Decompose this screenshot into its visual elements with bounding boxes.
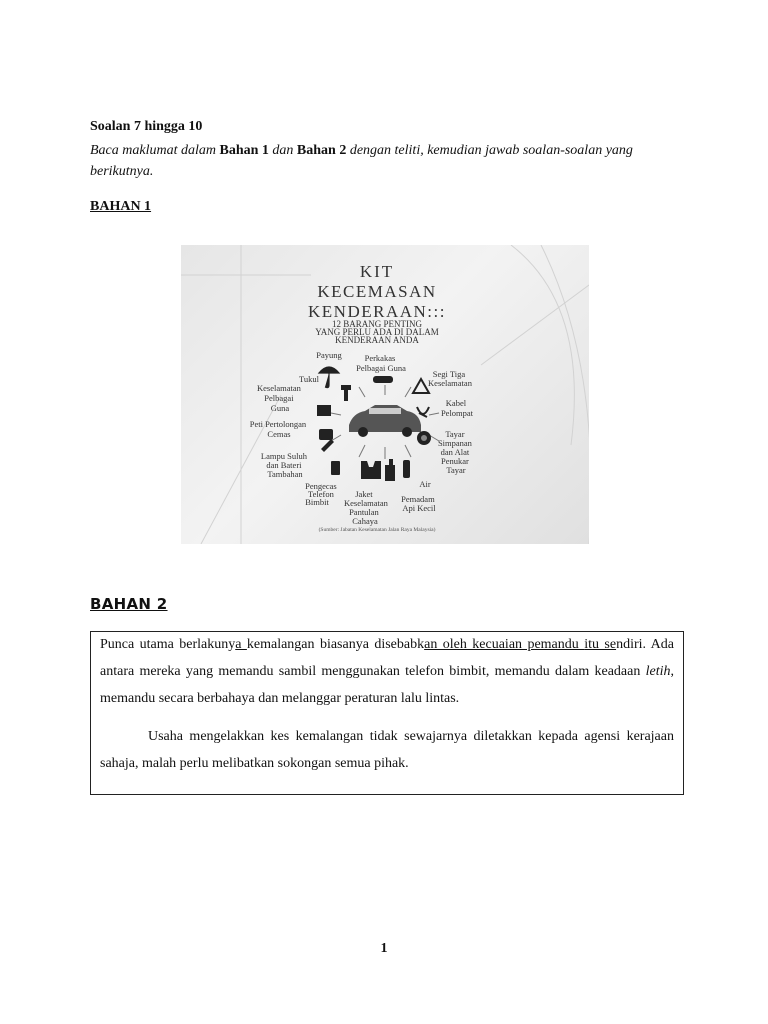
question-range: Soalan 7 hingga 10 (90, 119, 203, 134)
warning-triangle-icon (413, 379, 429, 393)
svg-text:Pengecas Telefon B: Pengecas Telefon Bimbit (305, 481, 337, 507)
jumper-cable-icon (417, 407, 429, 417)
svg-text:Peti Pertolongan Cemas: Peti Pertolongan Cemas (249, 419, 307, 439)
emergency-kit-poster (181, 245, 589, 544)
first-aid-icon (317, 405, 331, 416)
poster-title-2: KECEMASAN (317, 282, 437, 301)
flashlight-icon (321, 439, 334, 452)
svg-text:Lampu Suluh dan Bateri: Lampu Suluh dan Bateri Tambahan (260, 451, 307, 479)
instruction-text: Baca maklumat dalam Bahan 1 dan Bahan 2 dengan teliti, kemudian jawab soalan-soalan yang berikutnya. (90, 143, 633, 179)
svg-text:Tukul: Tukul (298, 374, 320, 384)
svg-text:Tayar Simpanan dan: Tayar Simpanan dan Alat Penukar Tayar (437, 429, 472, 475)
poster-subtitle-2: YANG PERLU ADA DI DALAM (315, 327, 439, 337)
poster-title-3: KENDERAAN::: (308, 302, 446, 321)
vest-icon (361, 461, 381, 479)
svg-text:Payung (316, 350, 342, 360)
phone-charger-icon (331, 461, 340, 475)
water-bottle-icon (403, 460, 410, 478)
car-icon (349, 405, 421, 437)
poster-subtitle-3: KENDERAAN ANDA (335, 335, 419, 345)
label-payung: Payung (316, 350, 342, 360)
svg-text:Perkakas Pelbagai Guna: Perkakas Pelbagai Guna (356, 353, 406, 373)
bahan2-paragraph-1: Punca utama berlakunya kemalangan biasanya disebabkan oleh kecuaian pemandu itu sendiri. Ada antara mereka yang memandu sambil menggunakan telefon bimbit, memandu dalam keadaan letih, memandu secara berbahaya dan melanggar peraturan lalu lintas. (100, 637, 674, 706)
poster-subtitle-1: 12 BARANG PENTING (332, 319, 422, 329)
svg-text:Jaket Keselamatan: Jaket Keselamatan Pantulan Cahaya (343, 489, 388, 526)
extinguisher-icon (385, 459, 395, 481)
svg-text:Pemadam Api Kecil: Pemadam Api Kecil (401, 494, 436, 513)
umbrella-icon (319, 367, 339, 388)
page-number: 1 (380, 941, 388, 956)
multitool-icon (373, 376, 393, 383)
bahan2-paragraph-2: Usaha mengelakkan kes kemalangan tidak sewajarnya diletakkan kepada agensi kerajaan sahaja, malah perlu melibatkan sokongan semua pihak. (100, 729, 674, 771)
bahan1-heading: BAHAN 1 (90, 199, 152, 214)
svg-text:Segi Tiga Keselamatan: Segi Tiga Keselamatan (428, 369, 472, 388)
bahan2-ref: Bahan 2 (296, 143, 347, 158)
bahan2-text-box (90, 631, 684, 795)
poster-source: (Sumber: Jabatan Keselamatan Jalan Raya Malaysia) (318, 527, 436, 533)
hammer-icon (341, 385, 351, 401)
svg-text:Kabel Pelompat: Kabel Pelompat (440, 398, 474, 418)
toolbox-icon (319, 429, 333, 440)
bahan1-ref: Bahan 1 (219, 143, 269, 158)
poster-title-1: KIT (359, 262, 395, 281)
bahan2-heading: BAHAN 2 (90, 595, 168, 613)
svg-text:Air: Air (419, 479, 431, 489)
svg-text:Keselamatan Pelbagai: Keselamatan Pelbagai Guna (256, 383, 301, 413)
